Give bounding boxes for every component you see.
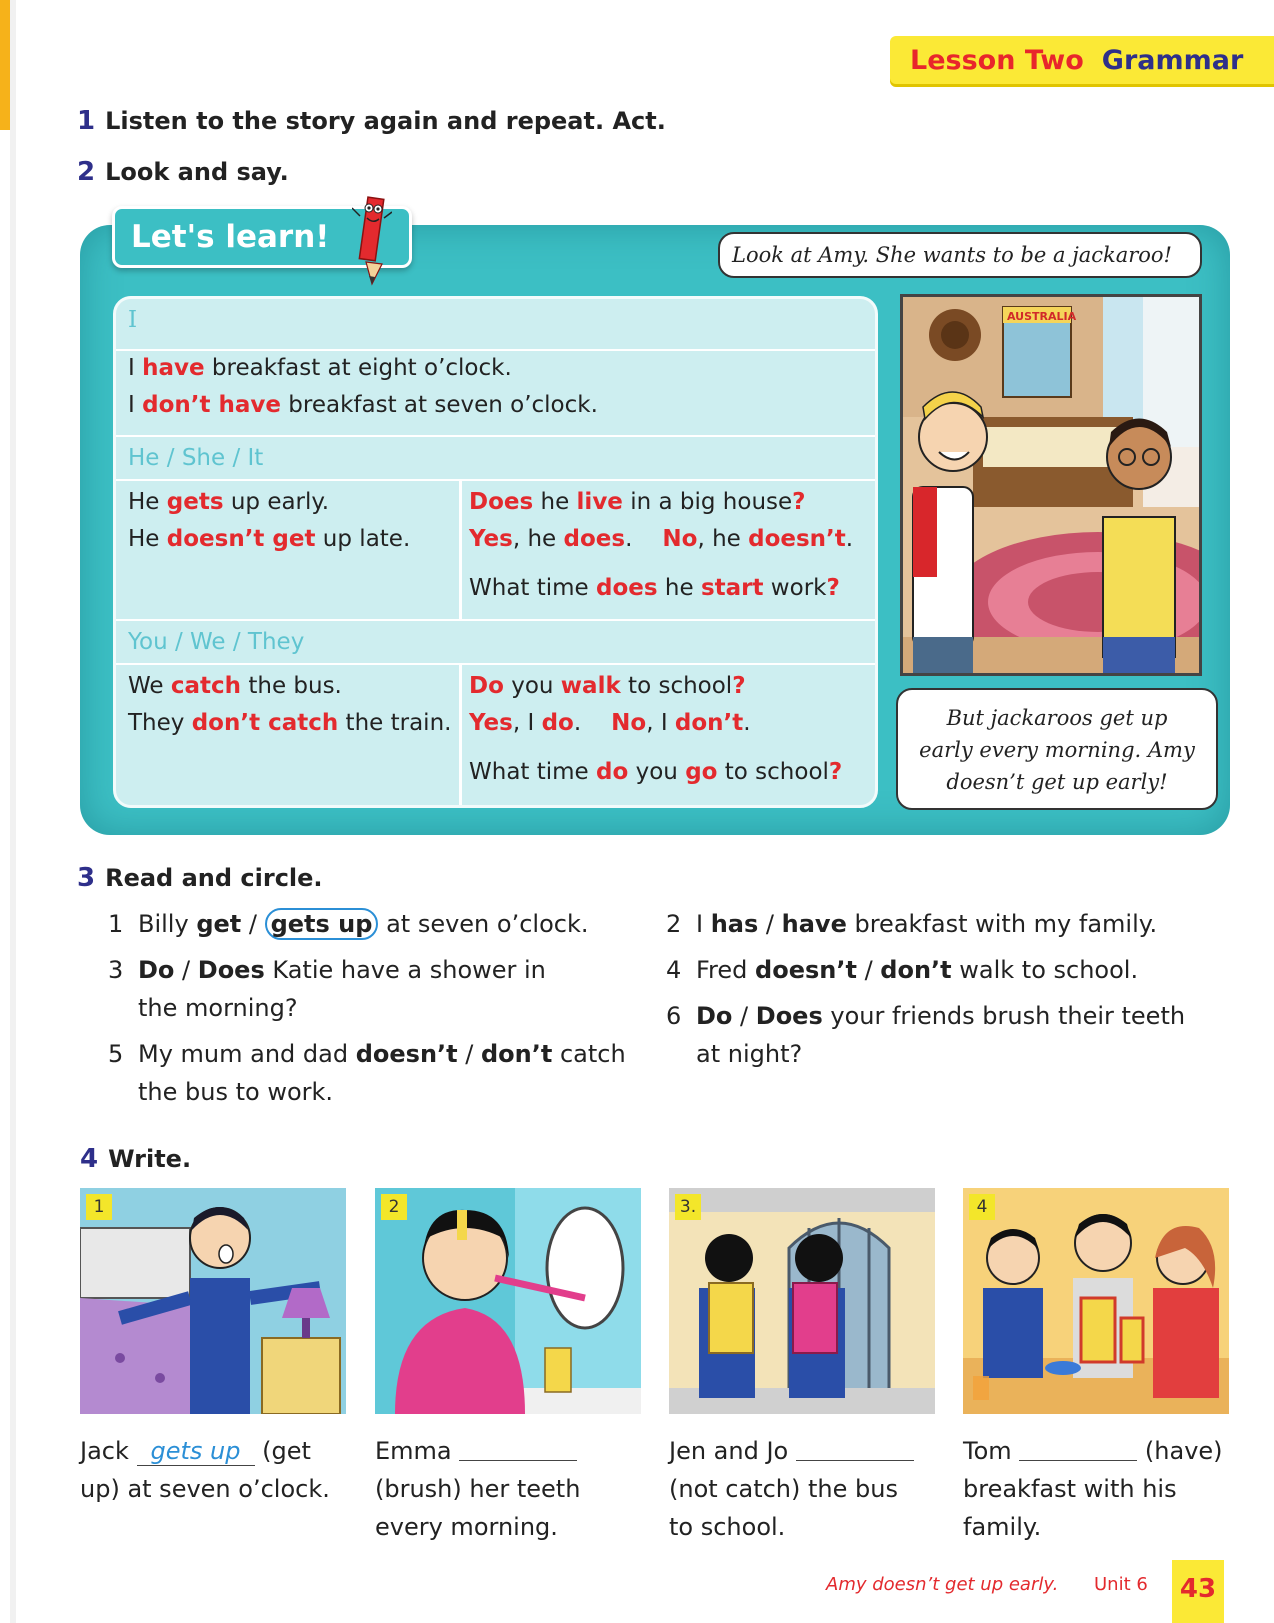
page-number: 43: [1172, 1560, 1224, 1623]
section-label-i: I: [128, 307, 138, 333]
circle-item-3: 3 Do / Does Katie have a shower in the morning?: [108, 956, 546, 1022]
grammar-row-you: [116, 665, 875, 808]
exercise-instruction: Write.: [108, 1145, 192, 1173]
section-label-you-we-they: You / We / They: [128, 629, 305, 655]
option-word[interactable]: Do: [138, 956, 175, 984]
picture-2: [375, 1188, 641, 1414]
write-item-1: Jack gets up (get up) at seven o’clock.: [80, 1437, 330, 1503]
option-word[interactable]: Does: [755, 1002, 823, 1030]
option-word[interactable]: doesn’t: [355, 1040, 458, 1068]
bubble-line: But jackaroos get up: [946, 706, 1168, 730]
left-color-strip: [0, 0, 10, 130]
answer-field[interactable]: [459, 1437, 577, 1461]
grammar-table: [113, 296, 878, 808]
exercise-instruction: Look and say.: [105, 158, 289, 186]
option-word[interactable]: have: [781, 910, 847, 938]
exercise-number: 2: [77, 157, 96, 187]
example-answer: Yes, I do. No, I don’t.: [469, 710, 751, 736]
lesson-header: [890, 36, 1274, 84]
speech-bubble-top: Look at Amy. She wants to be a jackaroo!: [718, 232, 1202, 278]
bubble-line: doesn’t get up early!: [946, 770, 1168, 794]
footer-unit: Unit 6: [1094, 1574, 1148, 1595]
grammar-section-header: [116, 299, 875, 351]
answer-field[interactable]: gets up: [137, 1437, 255, 1466]
speech-bubble-bottom: [896, 688, 1218, 810]
exercise-instruction: Listen to the story again and repeat. Act.: [105, 107, 666, 135]
example-sentence: He gets up early.: [128, 489, 330, 515]
footer-story-title: Amy doesn’t get up early.: [826, 1574, 1059, 1595]
option-word[interactable]: don’t: [880, 956, 952, 984]
picture-1: [80, 1188, 346, 1414]
option-word[interactable]: Do: [696, 1002, 733, 1030]
picture-4: [963, 1188, 1229, 1414]
bubble-line: early every morning. Amy: [919, 738, 1195, 762]
write-item-4: Tom (have) breakfast with his family.: [963, 1437, 1223, 1541]
grammar-section-header: [116, 437, 875, 481]
grammar-row-i: [116, 351, 875, 437]
circle-item-6: 6 Do / Does your friends brush their teeth at night?: [666, 1002, 1186, 1068]
circled-option-word[interactable]: gets up: [265, 908, 379, 940]
circle-item-5: 5 My mum and dad doesn’t / don’t catch the bus to work.: [108, 1040, 626, 1106]
picture-number: 2: [381, 1194, 407, 1220]
exercise-number: 1: [77, 106, 96, 136]
exercise-3-heading: [77, 863, 323, 893]
example-question: What time do you go to school?: [469, 759, 843, 785]
answer-field[interactable]: [796, 1437, 914, 1461]
write-item-2: Emma (brush) her teeth every morning.: [375, 1437, 581, 1541]
example-sentence: I have breakfast at eight o’clock.: [128, 355, 512, 381]
jen-and-jo-image: [669, 1188, 935, 1414]
option-word[interactable]: doesn’t: [755, 956, 857, 984]
exercise-2-heading: [77, 157, 289, 187]
exercise-number: 4: [80, 1144, 99, 1174]
circle-item-4: 4 Fred doesn’t / don’t walk to school.: [666, 956, 1139, 984]
circle-item-2: 2 I has / have breakfast with my family.: [666, 910, 1158, 938]
grammar-row-he: [116, 481, 875, 621]
lesson-label: Lesson Two: [910, 44, 1084, 76]
option-word[interactable]: get: [196, 910, 242, 938]
example-question: Does he live in a big house?: [469, 489, 806, 515]
option-word[interactable]: Does: [197, 956, 265, 984]
emma-brushing-image: [375, 1188, 641, 1414]
exercise-number: 3: [77, 863, 96, 893]
pencil-mascot-icon: [352, 186, 392, 286]
example-question: What time does he start work?: [469, 575, 840, 601]
exercise-4-heading: [80, 1144, 191, 1174]
example-sentence: We catch the bus.: [128, 673, 342, 699]
exercise-instruction: Read and circle.: [105, 864, 323, 892]
option-word[interactable]: don’t: [480, 1040, 553, 1068]
answer-field[interactable]: [1019, 1437, 1137, 1461]
exercise-1-heading: [77, 106, 666, 136]
grammar-section-header: [116, 621, 875, 665]
picture-number: 3.: [675, 1194, 701, 1220]
picture-number: 4: [969, 1194, 995, 1220]
write-item-3: Jen and Jo (not catch) the bus to school.: [669, 1432, 949, 1546]
option-word[interactable]: has: [710, 910, 759, 938]
picture-number: 1: [86, 1194, 112, 1220]
lesson-topic: Grammar: [1101, 44, 1244, 76]
example-sentence: They don’t catch the train.: [128, 710, 452, 736]
example-answer: Yes, he does. No, he doesn’t.: [469, 526, 854, 552]
circle-item-1: 1 Billy get / gets up at seven o’clock.: [108, 910, 589, 938]
tom-breakfast-image: [963, 1188, 1229, 1414]
lets-learn-tag: Let's learn!: [112, 206, 412, 268]
poster-text: AUSTRALIA: [1007, 310, 1077, 323]
example-sentence: He doesn’t get up late.: [128, 526, 411, 552]
section-label-he-she-it: He / She / It: [128, 445, 264, 471]
bedroom-scene-image: [903, 297, 1202, 676]
picture-3: [669, 1188, 935, 1414]
example-sentence: I don’t have breakfast at seven o’clock.: [128, 392, 598, 418]
page-edge: [10, 0, 16, 1623]
story-illustration: [900, 294, 1202, 676]
example-question: Do you walk to school?: [469, 673, 746, 699]
jack-waking-image: [80, 1188, 346, 1414]
